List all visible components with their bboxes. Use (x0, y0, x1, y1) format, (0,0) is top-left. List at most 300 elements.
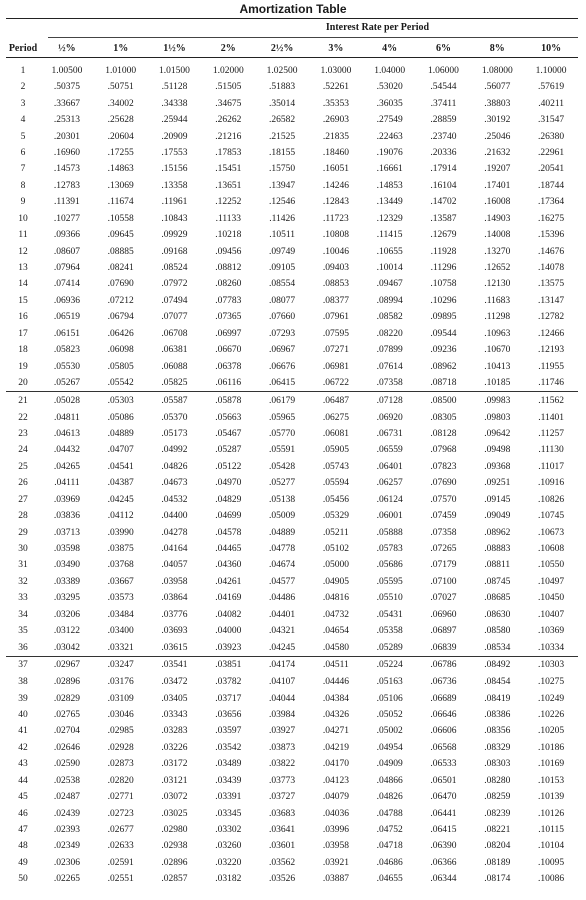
factor-cell: .15396 (538, 230, 565, 241)
factor-cell: .07179 (430, 560, 457, 571)
factor-cell: .02820 (107, 775, 134, 786)
factor-cell: .04511 (309, 656, 363, 674)
factor-cell: .03776 (161, 609, 188, 620)
factor-cell: .03713 (53, 527, 80, 538)
factor-cell: .06786 (417, 656, 471, 674)
factor-cell: .11257 (538, 428, 564, 439)
factor-cell: .03172 (161, 759, 188, 770)
factor-cell: .05086 (107, 412, 134, 423)
factor-cell: .04707 (107, 445, 134, 456)
table-row (6, 95, 578, 111)
factor-cell: .13575 (538, 279, 565, 290)
table-row (6, 459, 578, 475)
factor-cell: .05587 (148, 392, 202, 410)
factor-cell: .03923 (215, 642, 242, 653)
factor-cell: .06441 (430, 808, 457, 819)
factor-cell: .04387 (107, 478, 134, 489)
table-row (6, 723, 578, 739)
table-row (6, 590, 578, 606)
factor-cell: .04578 (215, 527, 242, 538)
factor-cell: .08221 (484, 825, 511, 836)
period-cell: 18 (18, 345, 28, 356)
factor-cell: .11683 (484, 295, 511, 306)
factor-cell: .10558 (107, 213, 134, 224)
factor-cell: .07365 (215, 312, 242, 323)
factor-cell: .12130 (484, 279, 511, 290)
factor-cell: .07358 (376, 378, 403, 389)
factor-cell: .13069 (107, 180, 134, 191)
period-cell: 35 (18, 626, 28, 637)
table-row (6, 145, 578, 161)
factor-cell: .03122 (53, 626, 80, 637)
factor-cell: .05277 (269, 478, 296, 489)
table-row (6, 326, 578, 342)
table-body (6, 56, 578, 888)
factor-cell: .07690 (430, 478, 457, 489)
factor-cell: .10296 (430, 295, 457, 306)
factor-cell: .11401 (538, 412, 564, 423)
factor-cell: .04446 (322, 677, 349, 688)
factor-cell: 1.02500 (266, 65, 298, 76)
period-cell: 7 (20, 164, 26, 175)
factor-cell: .07823 (430, 461, 457, 472)
table-subtitle: Interest Rate per Period (325, 22, 430, 33)
factor-cell: .02928 (107, 742, 134, 753)
factor-cell: .04360 (215, 560, 242, 571)
factor-cell: .16275 (538, 213, 565, 224)
factor-cell: .03782 (215, 677, 242, 688)
period-cell: 28 (18, 511, 28, 522)
factor-cell: .04732 (322, 609, 349, 620)
factor-cell: .20541 (538, 164, 565, 175)
factor-cell: .08962 (430, 361, 457, 372)
table-row (6, 674, 578, 690)
period-cell: 10 (18, 213, 28, 224)
factor-cell: .03573 (107, 593, 134, 604)
factor-cell: .09645 (107, 230, 134, 241)
factor-cell: .03683 (269, 808, 296, 819)
period-cell: 37 (6, 656, 40, 674)
factor-cell: .02967 (40, 656, 94, 674)
factor-cell: .04219 (322, 742, 349, 753)
factor-cell: .07899 (376, 345, 403, 356)
factor-cell: .04905 (322, 576, 349, 587)
factor-cell: .03176 (107, 677, 134, 688)
factor-cell: .10916 (538, 478, 565, 489)
factor-cell: .04044 (269, 693, 296, 704)
factor-cell: .08305 (430, 412, 457, 423)
factor-cell: .09403 (322, 263, 349, 274)
table-row (6, 690, 578, 706)
factor-cell: .10086 (538, 874, 565, 885)
factor-cell: .10670 (484, 345, 511, 356)
factor-cell: .03472 (161, 677, 188, 688)
factor-cell: .12466 (538, 328, 565, 339)
factor-cell: .17364 (538, 197, 565, 208)
factor-cell: .09049 (484, 511, 511, 522)
factor-cell: .06415 (430, 825, 457, 836)
factor-cell: .08386 (484, 709, 511, 720)
factor-cell: .05224 (363, 656, 417, 674)
table-row (6, 541, 578, 557)
factor-cell: .02646 (53, 742, 80, 753)
factor-cell: .04718 (376, 841, 403, 852)
factor-cell: .04788 (376, 808, 403, 819)
factor-cell: .05052 (376, 709, 403, 720)
factor-cell: .03042 (53, 642, 80, 653)
factor-cell: 1.10000 (535, 65, 567, 76)
factor-cell: .02538 (53, 775, 80, 786)
header-rate: 2% (220, 42, 236, 54)
factor-cell: .02591 (107, 857, 134, 868)
factor-cell: .16661 (376, 164, 403, 175)
period-cell: 45 (18, 792, 28, 803)
factor-cell: .05329 (322, 511, 349, 522)
factor-cell: .02349 (53, 841, 80, 852)
factor-cell: .10275 (538, 677, 565, 688)
factor-cell: .06736 (430, 677, 457, 688)
factor-cell: .07570 (430, 494, 457, 505)
factor-cell: .06366 (430, 857, 457, 868)
factor-cell: .08883 (484, 544, 511, 555)
factor-cell: .07783 (215, 295, 242, 306)
factor-cell: .03283 (161, 726, 188, 737)
factor-cell: .03345 (215, 808, 242, 819)
factor-cell: .10511 (269, 230, 295, 241)
factor-cell: .04654 (322, 626, 349, 637)
factor-cell: .34338 (161, 98, 188, 109)
factor-cell: .02633 (107, 841, 134, 852)
factor-cell: .04829 (215, 494, 242, 505)
factor-cell: .03873 (269, 742, 296, 753)
header-row (6, 40, 578, 56)
factor-cell: .06897 (430, 626, 457, 637)
header-rate: 3% (328, 42, 344, 54)
factor-cell: .06606 (430, 726, 457, 737)
factor-cell: .10104 (538, 841, 565, 852)
factor-cell: .12329 (376, 213, 403, 224)
factor-cell: .07265 (430, 544, 457, 555)
period-cell: 40 (18, 709, 28, 720)
table-row (6, 756, 578, 772)
factor-cell: .08500 (417, 392, 471, 410)
factor-cell: .04036 (322, 808, 349, 819)
factor-cell: .07614 (376, 361, 403, 372)
period-cell: 24 (18, 445, 28, 456)
factor-cell: .05289 (376, 642, 403, 653)
factor-cell: .15451 (215, 164, 242, 175)
factor-cell: .11746 (538, 378, 564, 389)
factor-cell: .10153 (538, 775, 565, 786)
table-row (6, 822, 578, 838)
factor-cell: .04278 (161, 527, 188, 538)
factor-cell: .33667 (53, 98, 80, 109)
factor-cell: .13147 (538, 295, 565, 306)
table-row (6, 707, 578, 723)
factor-cell: .38803 (484, 98, 511, 109)
factor-cell: .02771 (107, 792, 134, 803)
factor-cell: .03851 (201, 656, 255, 674)
factor-cell: 1.08000 (481, 65, 513, 76)
factor-cell: .08329 (484, 742, 511, 753)
period-cell: 5 (20, 131, 26, 142)
factor-cell: .08582 (376, 312, 403, 323)
period-cell: 22 (18, 412, 28, 423)
table-row (6, 293, 578, 309)
factor-cell: .18460 (322, 147, 349, 158)
factor-cell: .20604 (107, 131, 134, 142)
factor-cell: .04326 (322, 709, 349, 720)
factor-cell: .10126 (538, 808, 565, 819)
factor-cell: .07027 (430, 593, 457, 604)
factor-cell: .05783 (376, 544, 403, 555)
factor-cell: .07271 (322, 345, 349, 356)
period-cell: 33 (18, 593, 28, 604)
factor-cell: .35014 (269, 98, 296, 109)
factor-cell: .25046 (484, 131, 511, 142)
factor-cell: .10226 (538, 709, 565, 720)
factor-cell: .17255 (107, 147, 134, 158)
factor-cell: .06088 (161, 361, 188, 372)
factor-cell: 1.04000 (374, 65, 406, 76)
factor-cell: .07128 (363, 392, 417, 410)
factor-cell: .09366 (53, 230, 80, 241)
factor-cell: .03226 (161, 742, 188, 753)
table-row (6, 358, 578, 374)
period-cell: 48 (18, 841, 28, 852)
factor-cell: .13587 (430, 213, 457, 224)
factor-cell: .13270 (484, 246, 511, 257)
factor-cell: .03601 (269, 841, 296, 852)
factor-cell: .03921 (322, 857, 349, 868)
factor-cell: .08718 (430, 378, 457, 389)
table-row (6, 871, 578, 887)
factor-cell: .06920 (376, 412, 403, 423)
table-row (6, 426, 578, 442)
factor-cell: .04699 (215, 511, 242, 522)
period-cell: 16 (18, 312, 28, 323)
factor-cell: .04174 (255, 656, 309, 674)
factor-cell: .06426 (107, 328, 134, 339)
factor-cell: .05173 (161, 428, 188, 439)
factor-cell: .05456 (322, 494, 349, 505)
factor-cell: .05510 (376, 593, 403, 604)
factor-cell: 1.06000 (428, 65, 459, 76)
table-row (6, 508, 578, 524)
factor-cell: .10843 (161, 213, 188, 224)
factor-cell: .14078 (538, 263, 565, 274)
factor-cell: .08241 (107, 263, 134, 274)
header-rate: 6% (435, 42, 451, 54)
factor-cell: .05138 (269, 494, 296, 505)
factor-cell: .11017 (538, 461, 564, 472)
factor-cell: .03615 (161, 642, 188, 653)
period-cell: 47 (18, 825, 28, 836)
factor-cell: .03990 (107, 527, 134, 538)
factor-cell: .18155 (269, 147, 296, 158)
factor-cell: .05000 (322, 560, 349, 571)
factor-cell: .12546 (269, 197, 296, 208)
factor-cell: .19076 (376, 147, 403, 158)
factor-cell: .06179 (255, 392, 309, 410)
factor-cell: .08077 (269, 295, 296, 306)
factor-cell: .26582 (269, 115, 296, 126)
factor-cell: .06981 (322, 361, 349, 372)
factor-cell: .10655 (376, 246, 403, 257)
factor-cell: .03836 (53, 511, 80, 522)
factor-cell: .09498 (484, 445, 511, 456)
factor-cell: .28859 (430, 115, 457, 126)
factor-cell: .35353 (322, 98, 349, 109)
factor-cell: .05888 (376, 527, 403, 538)
factor-cell: .54544 (430, 82, 457, 93)
factor-cell: .08259 (484, 792, 511, 803)
factor-cell: .09456 (215, 246, 242, 257)
factor-cell: .07358 (430, 527, 457, 538)
factor-cell: .10139 (538, 792, 565, 803)
table-row (6, 128, 578, 144)
factor-cell: .09368 (484, 461, 511, 472)
factor-cell: .14676 (538, 246, 565, 257)
factor-cell: .04778 (269, 544, 296, 555)
factor-cell: .04245 (269, 642, 296, 653)
factor-cell: .08204 (484, 841, 511, 852)
factor-cell: .06689 (430, 693, 457, 704)
factor-cell: .02829 (53, 693, 80, 704)
factor-cell: .04245 (107, 494, 134, 505)
table-row (6, 243, 578, 259)
factor-cell: .05594 (322, 478, 349, 489)
factor-cell: .04826 (161, 461, 188, 472)
table-row (6, 309, 578, 325)
period-cell: 20 (18, 378, 28, 389)
table-row (6, 161, 578, 177)
factor-cell: .04000 (215, 626, 242, 637)
factor-cell: .11415 (376, 230, 403, 241)
factor-cell: .10249 (538, 693, 565, 704)
header-rate: 2½% (270, 42, 294, 54)
factor-cell: .05530 (53, 361, 80, 372)
period-cell: 12 (18, 246, 28, 257)
factor-cell: .04811 (54, 412, 80, 423)
factor-cell: .03984 (269, 709, 296, 720)
factor-cell: .06344 (430, 874, 457, 885)
factor-cell: .02980 (161, 825, 188, 836)
factor-cell: .08580 (484, 626, 511, 637)
period-cell: 44 (18, 775, 28, 786)
factor-cell: .02704 (53, 726, 80, 737)
factor-cell: .10046 (322, 246, 349, 257)
table-row (6, 740, 578, 756)
factor-cell: .04112 (107, 511, 134, 522)
factor-cell: .04577 (269, 576, 296, 587)
factor-cell: .06997 (215, 328, 242, 339)
factor-cell: .02938 (161, 841, 188, 852)
factor-cell: .12679 (430, 230, 457, 241)
top-rule (6, 18, 578, 19)
factor-cell: .04816 (322, 593, 349, 604)
factor-cell: .05102 (322, 544, 349, 555)
factor-cell: .07494 (161, 295, 188, 306)
factor-cell: .05267 (53, 378, 80, 389)
period-cell: 30 (18, 544, 28, 555)
factor-cell: .10095 (538, 857, 565, 868)
factor-cell: .16104 (430, 180, 457, 191)
factor-cell: .04111 (54, 478, 80, 489)
factor-cell: .03490 (53, 560, 80, 571)
factor-cell: .10185 (484, 378, 511, 389)
factor-cell: .10450 (538, 593, 565, 604)
factor-cell: .04164 (161, 544, 188, 555)
factor-cell: .03656 (215, 709, 242, 720)
factor-cell: .12782 (538, 312, 565, 323)
factor-cell: .06568 (430, 742, 457, 753)
period-cell: 1 (20, 65, 26, 76)
factor-cell: .05106 (376, 693, 403, 704)
factor-cell: .05878 (201, 392, 255, 410)
factor-cell: .05428 (269, 461, 296, 472)
period-cell: 29 (18, 527, 28, 538)
factor-cell: .22961 (538, 147, 565, 158)
factor-cell: .11955 (538, 361, 564, 372)
factor-cell: .09544 (430, 328, 457, 339)
factor-cell: .50751 (107, 82, 134, 93)
factor-cell: .08377 (322, 295, 349, 306)
factor-cell: .04486 (269, 593, 296, 604)
factor-cell: .05002 (376, 726, 403, 737)
factor-cell: .04674 (269, 560, 296, 571)
factor-cell: .06533 (430, 759, 457, 770)
factor-cell: .08554 (269, 279, 296, 290)
header-rule (6, 57, 578, 58)
factor-cell: .10413 (484, 361, 511, 372)
factor-cell: .04580 (322, 642, 349, 653)
factor-cell: .20301 (53, 131, 80, 142)
factor-cell: .17914 (430, 164, 457, 175)
table-row (6, 227, 578, 243)
factor-cell: .10758 (430, 279, 457, 290)
factor-cell: .11562 (524, 392, 578, 410)
factor-cell: .10218 (215, 230, 242, 241)
factor-cell: .22463 (376, 131, 403, 142)
factor-cell: .11391 (54, 197, 80, 208)
factor-cell: .08128 (430, 428, 457, 439)
header-rate: 4% (382, 42, 398, 54)
period-cell: 49 (18, 857, 28, 868)
factor-cell: .12783 (53, 180, 80, 191)
table-row (6, 623, 578, 639)
table-row (6, 789, 578, 805)
factor-cell: .06559 (376, 445, 403, 456)
factor-cell: .04655 (376, 874, 403, 885)
factor-cell: .11426 (269, 213, 295, 224)
factor-cell: .10014 (376, 263, 403, 274)
factor-cell: .14853 (376, 180, 403, 191)
factor-cell: .37411 (430, 98, 457, 109)
factor-cell: .03541 (148, 656, 202, 674)
period-cell: 43 (18, 759, 28, 770)
factor-cell: .06415 (269, 378, 296, 389)
factor-cell: .10369 (538, 626, 565, 637)
amortization-table (6, 40, 578, 888)
factor-cell: .07964 (53, 263, 80, 274)
factor-cell: .19207 (484, 164, 511, 175)
period-cell: 39 (18, 693, 28, 704)
factor-cell: .08811 (484, 560, 511, 571)
factor-cell: .06401 (376, 461, 403, 472)
factor-cell: .04401 (269, 609, 296, 620)
header-rate: 1% (113, 42, 129, 54)
